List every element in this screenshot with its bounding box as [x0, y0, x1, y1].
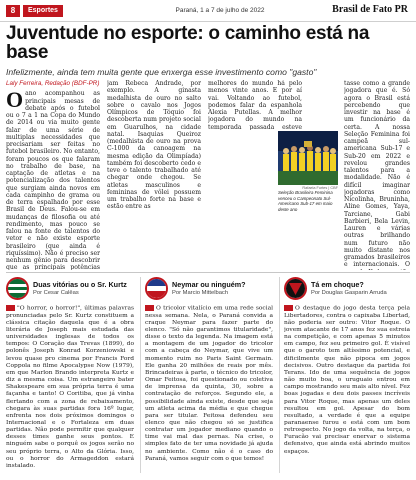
opinion-column-parana: [145, 277, 273, 473]
opinion-body: O tricolor vitalício em uma rede social nessa semana. Nela, o Paraná convida a craque Neymar para fazer parte do elenco. "Só não garantimos titularidade", disse o texto da legenda. Na imagem está a montagem de um jogador do tricolor com a cabeça do Neymar, que vive um momento ruim no Paris Saint Germain. Ele ganha 20 milhões de reais por mês. Brincadeiras à parte, o técnico do tricolor, Omar Feitosa, foi questionado ou coletiva de imprensa da quinta, 30, sobre a contratação de reforços. Segundo ele, a possibilidade ainda existe, desde que seja um atleta acima da média e que chegue para ser titular. Feitosa defendeu seu elenco que não chegou só se justifica contratar um jogador mediano quando o time vai mal das pernas. Na crise, o simples fato de ter uma novidade já ajuda no ambiente. Como não é o caso do Paraná, vamos seguir com o que temos!: [145, 305, 273, 462]
opinion-column-coritiba: [6, 277, 134, 473]
opinion-title: Duas vitórias ou o Sr. Kurtz: [33, 280, 127, 289]
article-paragraph: jam Rebeca Andrade, por exemplo. A ginasta medalhista de ouro no salto sobre o cavalo nos Jogos Olímpicos de Tóquio foi descoberta num projeto social em Guarulhos, na cidade natal. Isaquias Queiroz (medalhista de ouro na prova C-1000 da canoagem na mesma edição da Olimpíada) também foi descoberto cedo e teve o talento trabalhado até chegar onde chegou. Se atletas masculinos e femininas de vôlei possuem um trabalho forte na base e estão entre as: [107, 80, 201, 211]
page-header: [0, 0, 416, 22]
article-column-1: [6, 80, 100, 270]
club-crest-icon: [6, 277, 29, 300]
opinion-author: Por Marcio Mittelbach: [172, 290, 229, 296]
opinion-author: Por Cesar Calêas: [33, 290, 79, 296]
article-column-3: [208, 80, 302, 130]
bullet-icon: [284, 305, 293, 311]
team-photo: [278, 131, 338, 185]
team-photo-graphic: [278, 131, 338, 185]
bullet-icon: [145, 305, 154, 311]
club-crest-icon: [284, 277, 307, 300]
bullet-icon: [6, 305, 15, 311]
article-paragraph: [208, 131, 274, 138]
dateline: Paraná, 1 a 7 de julho de 2022: [175, 7, 265, 14]
club-crest-icon: [145, 277, 168, 300]
article-column-4: [344, 80, 410, 270]
article-column-3-continued: [208, 131, 274, 270]
opinion-column-athletico: [284, 277, 410, 473]
section-label: Esportes: [23, 5, 63, 17]
article-paragraph: Oano acompanhou as principais mesas de debate após o futebol ou o 7 a 1 na Copa do Mundo de 2014 ou via muito gente falar de uma série de multiplas necessidades que precisariam ser feitas no futebol brasileiro. No entanto, foram poucos os que falaram no trabalho de base, na captação de atletas e na potencialização dos talentos que surgiam ainda novos em cada campinho de grama ou de terra espalhado por esse Brasil de Deus. Falou-se em mudanças de filosofia ou até rendimento, mas pouco se falou na fonte de talentos do vetor e não existe esporte brasileiro (que ainda é riquíssimo). Não é preciso ser nenhum gênio para descobrir que as principais potências: [6, 87, 100, 270]
photo-caption: Seleção Brasileira Feminina venceu o Campeonato Sul-Americano Sub-17 em maio deste ano: [278, 190, 333, 212]
opinion-title: Neymar ou ninguém?: [172, 280, 246, 289]
opinion-body: "O horror, o horror!", últimas palavras pronunciadas pelo Sr. Kurtz constituem a clássica citação daquela que é a obra literária de Joseph mais estudada das universidades inglesas de todos os tempos: O Coração das Trevas (1899), do polonês Joseph Konrad Korzeniowski e levou quase pro cinema por Francis Ford Coppola no filme Apocalypse Now (1979), em que Marlon Brando interpreta Kurtz e diz a mesma coisa. Um estrangeiro bater Shakespeare em sua própria terra é uma façanha e tanto! O Coritiba, que já vinha flertando com a zona de rebaixamento, chegara às suas partidas fora 16º lugar, enfrenta nos dois próximos domingos o Internacional e o Fortaleza em duas partidas. Não pode permitir que qualquer desses times ganhe seus pontos. E ninguém sabe o porquê os jogos serão no seu próprio terra, o Alto da Glória. Isso, ou o horror do Armageddon estará instalado.: [6, 305, 134, 469]
column-divider: [279, 277, 280, 473]
page-number: 8: [6, 5, 20, 17]
byline: Laly Ferreira, Redação (BDF-PR): [6, 80, 100, 87]
section-divider: [6, 272, 410, 273]
article-paragraph: melhores do mundo há pelo menos vinte anos. E por aí vai. Voltando ao futebol, podemos falar da espanhola Alexia Putellas. A melhor jogadora do mundo na temporada passada esteve: [208, 80, 302, 130]
opinion-body: O destaque do jogo desta terça pela Libertadores, contra o capixaba Libertad, não poderia ser outro: Vitor Roque. O jovem atacante de 17 anos fez sua estreia na competição, e com apenas 5 minutos em campo, fez seu primeiro gol. É visível que o garoto tem altíssimo potencial, e dificilmente que não pipoca em jogos decisivos. Outro destaque da partida foi Terans. Ido de uma sequência de jogos não muito boa, o uruguaio entrou em campo mostrando seu mais alto nível. Fez boas jogadas e deu dois passes incríveis para Vitor Roque, mas apenas um deles resultou em gol. Apesar do bom resultado, a verdade é que a equipe paranaense furou e está com um bom retrospecto. No jogo da volta, na terça, o Furacão vai precisar enervar o sistema defensivo, que ainda está abrindo muitos espaços.: [284, 305, 410, 455]
opinion-author: Por Douglas Gasparin Arruda: [311, 290, 387, 296]
article-headline: Juventude no esporte: o caminho está na base: [6, 23, 370, 63]
article-column-2: [107, 80, 201, 270]
drop-cap: O: [6, 87, 24, 113]
article-paragraph: tasse como a grande jogadora que é. Só agora o Brasil está percebendo que investir na base é um funcionário da certa. A nossa Seleção Feminina foi campeã sul-americana Sub-17 e Sub-20 em 2022 e revelou grandes talentos para a modalidade. Não é difícil imaginar jogadoras como Nicolinha, Bruninha, Aline Gomes, Yaya, Tarciane, Gabi Barbieri, Bela Levin, Lauren e várias outras brilhando num futuro não muito distante nos gramados brasileiros e internacionais. O: [344, 80, 410, 269]
article-subhead: Infelizmente, ainda tem muita gente que enxerga esse investimento como "gasto": [6, 67, 317, 77]
masthead: Brasil de Fato PR: [332, 4, 408, 15]
column-divider: [140, 277, 141, 473]
photo-credit: Rafaela Furtes | CBF: [302, 186, 338, 190]
opinion-title: Tá em choque?: [311, 280, 364, 289]
